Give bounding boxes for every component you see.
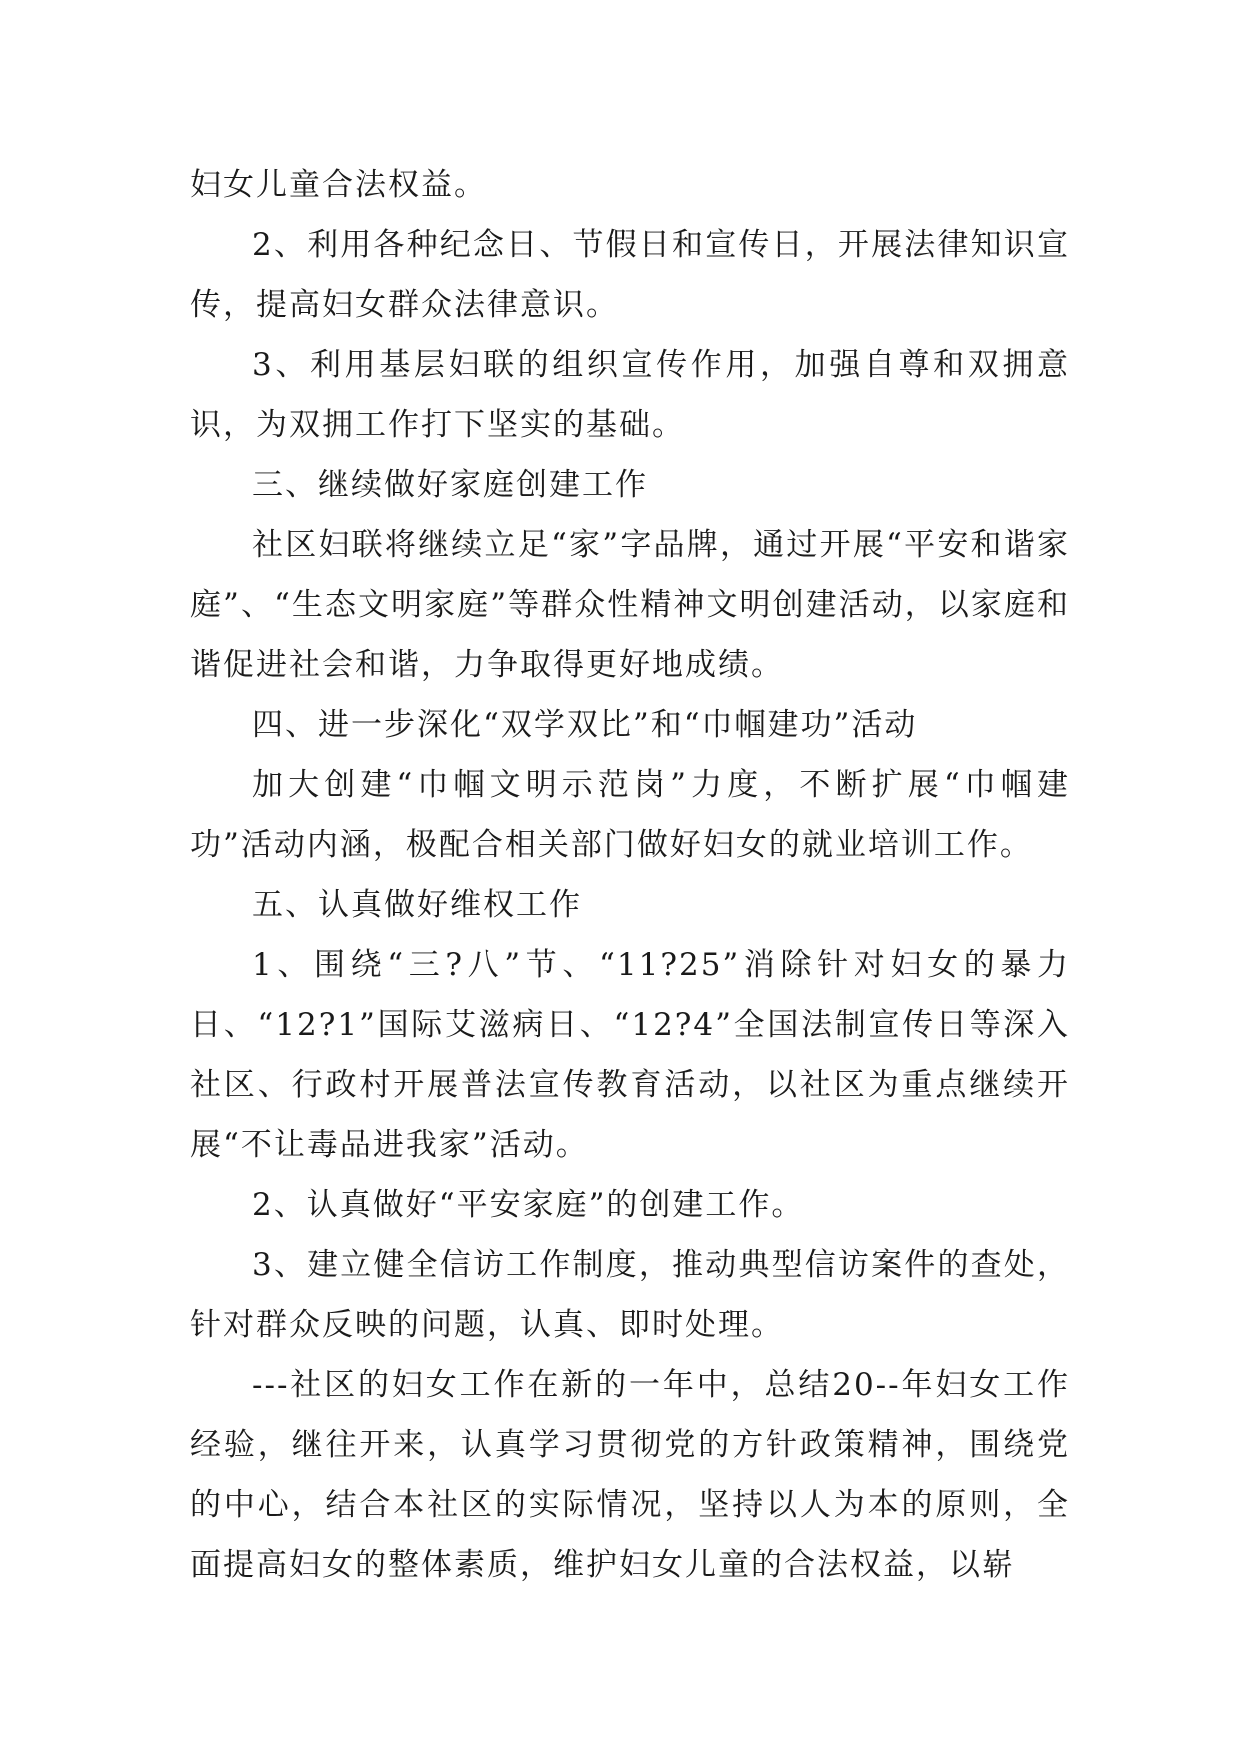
paragraph-3: 3、利用基层妇联的组织宣传作用，加强自尊和双拥意识，为双拥工作打下坚实的基础。 <box>190 347 1070 443</box>
paragraph-5: 社区妇联将继续立足“家”字品牌，通过开展“平安和谐家庭”、“生态文明家庭”等群众性精神文明创建活动，以家庭和谐促进社会和谐，力争取得更好地成绩。 <box>190 527 1070 683</box>
paragraph-1: 妇女儿童合法权益。 <box>190 167 487 203</box>
paragraph-12: ---社区的妇女工作在新的一年中，总结20--年妇女工作经验，继往开来，认真学习贯彻党的方针政策精神，围绕党的中心，结合本社区的实际情况，坚持以人为本的原则，全面提高妇女的整体素质，维护妇女儿童的合法权益，以崭 <box>190 1367 1070 1583</box>
paragraph-2: 2、利用各种纪念日、节假日和宣传日，开展法律知识宣传，提高妇女群众法律意识。 <box>190 227 1070 323</box>
section-heading-4: 四、进一步深化“双学双比”和“巾帼建功”活动 <box>252 707 918 743</box>
paragraph-11: 3、建立健全信访工作制度，推动典型信访案件的查处，针对群众反映的问题，认真、即时处理。 <box>190 1247 1070 1343</box>
document-body <box>190 155 1070 1595</box>
section-heading-3: 三、继续做好家庭创建工作 <box>252 467 648 503</box>
paragraph-9: 1、围绕“三?八”节、“11?25”消除针对妇女的暴力日、“12?1”国际艾滋病日、“12?4”全国法制宣传日等深入社区、行政村开展普法宣传教育活动，以社区为重点继续开展“不让毒品进我家”活动。 <box>190 947 1070 1163</box>
paragraph-7: 加大创建“巾帼文明示范岗”力度，不断扩展“巾帼建功”活动内涵，极配合相关部门做好妇女的就业培训工作。 <box>190 767 1070 863</box>
paragraph-10: 2、认真做好“平安家庭”的创建工作。 <box>252 1187 805 1223</box>
section-heading-5: 五、认真做好维权工作 <box>252 887 582 923</box>
